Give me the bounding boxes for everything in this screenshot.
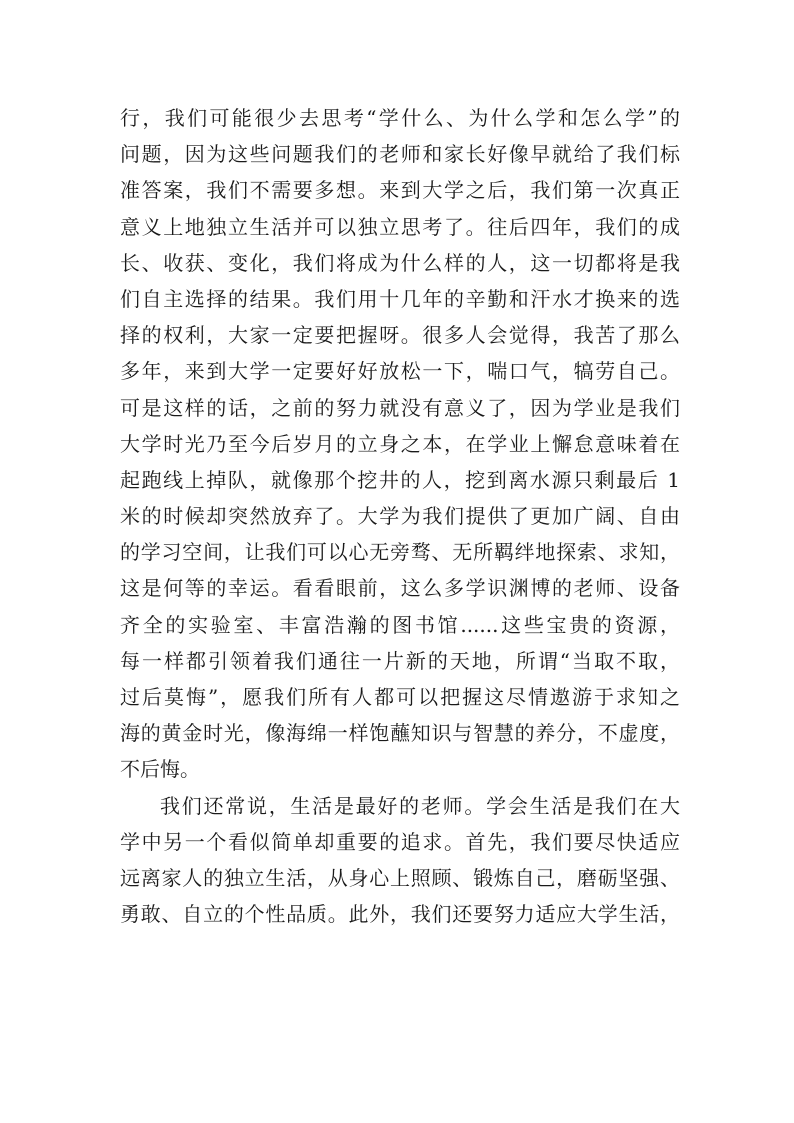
text-line: 这是何等的幸运。看看眼前，这么多学识渊博的老师、设备 — [120, 576, 680, 601]
text-line: 准答案，我们不需要多想。来到大学之后，我们第一次真正 — [120, 178, 680, 203]
text-line: 多年，来到大学一定要好好放松一下，喘口气，犒劳自己。 — [120, 359, 680, 384]
text-line: 勇敢、自立的个性品质。此外，我们还要努力适应大学生活， — [120, 902, 680, 927]
text-line: 们自主选择的结果。我们用十几年的辛勤和汗水才换来的选 — [120, 286, 680, 311]
text-line: 过后莫悔”，愿我们所有人都可以把握这尽情遨游于求知之 — [120, 685, 680, 709]
text-line: 学中另一个看似简单却重要的追求。首先，我们要尽快适应 — [120, 829, 680, 854]
text-line: 大学时光乃至今后岁月的立身之本，在学业上懈怠意味着在 — [120, 431, 680, 456]
text-line: 米的时候却突然放弃了。大学为我们提供了更加广阔、自由 — [120, 504, 680, 529]
body-text — [120, 100, 680, 932]
text-line: 问题，因为这些问题我们的老师和家长好像早就给了我们标 — [120, 142, 680, 167]
text-line: 每一样都引领着我们通往一片新的天地，所谓“当取不取， — [120, 648, 680, 673]
text-line: 可是这样的话，之前的努力就没有意义了，因为学业是我们 — [120, 395, 680, 420]
text-line: 长、收获、变化，我们将成为什么样的人，这一切都将是我 — [120, 250, 680, 275]
text-line: 起跑线上掉队，就像那个挖井的人，挖到离水源只剩最后 1 — [120, 467, 680, 492]
text-line: 意义上地独立生活并可以独立思考了。往后四年，我们的成 — [120, 214, 680, 239]
text-line: 不后悔。 — [120, 757, 200, 782]
text-line: 择的权利，大家一定要把握呀。很多人会觉得，我苦了那么 — [120, 323, 680, 348]
text-line: 远离家人的独立生活，从身心上照顾、锻炼自己，磨砺坚强、 — [120, 865, 680, 890]
text-line: 齐全的实验室、丰富浩瀚的图书馆......这些宝贵的资源， — [120, 612, 680, 637]
text-line: 的学习空间，让我们可以心无旁骛、无所羁绊地探索、求知， — [120, 540, 680, 565]
text-line: 我们还常说，生活是最好的老师。学会生活是我们在大 — [160, 793, 680, 818]
text-line: 海的黄金时光，像海绵一样饱蘸知识与智慧的养分，不虚度， — [120, 721, 680, 746]
text-line: 行，我们可能很少去思考“学什么、为什么学和怎么学”的 — [120, 106, 680, 130]
